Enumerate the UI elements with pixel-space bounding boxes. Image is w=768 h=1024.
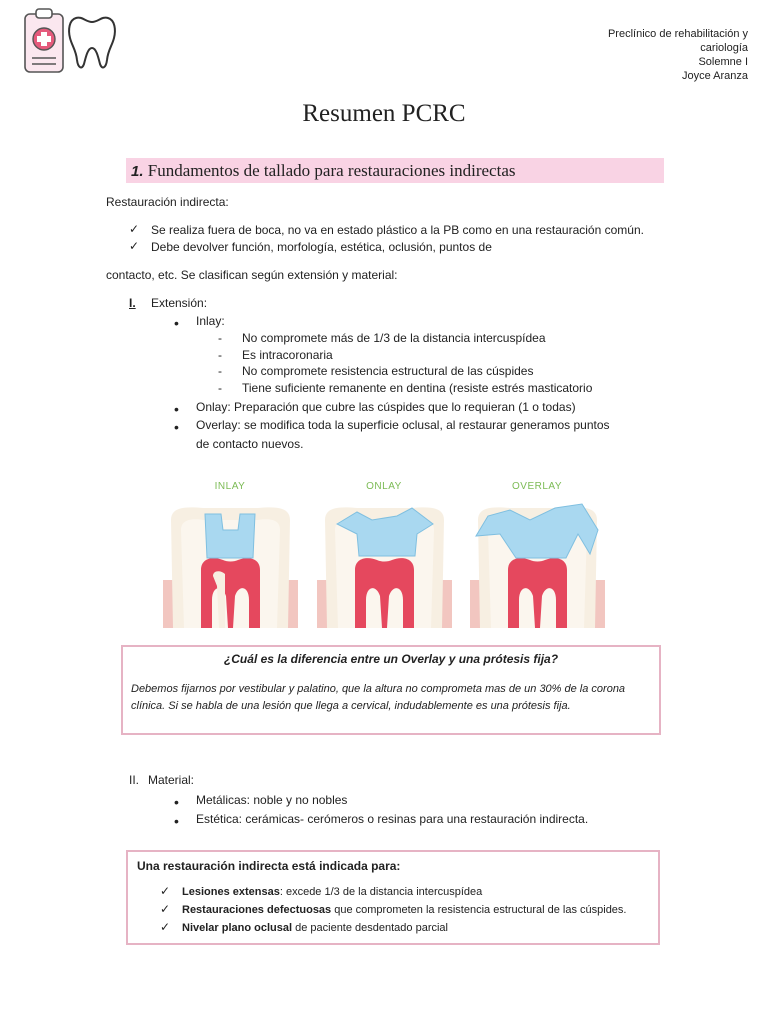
inlay-label: Inlay: — [196, 314, 225, 328]
onlay-text: Onlay: Preparación que cubre las cúspides que lo requieran (1 o todas) — [196, 400, 576, 414]
dash-icon: - — [218, 381, 222, 395]
indication-item-rest: de paciente desdentado parcial — [292, 922, 448, 934]
check-icon: ✓ — [160, 902, 171, 916]
indication-item-bold: Restauraciones defectuosas — [182, 904, 332, 916]
intro-text: Restauración indirecta: — [106, 195, 229, 209]
header-info — [528, 27, 748, 83]
indication-item — [182, 922, 448, 934]
indication-item — [182, 886, 482, 898]
indication-title: Una restauración indirecta está indicada para: — [137, 859, 401, 873]
material-label: Material: — [148, 773, 195, 787]
dash-icon: - — [218, 331, 222, 345]
bullet-icon: • — [174, 315, 179, 331]
page-title: Resumen PCRC — [302, 100, 466, 127]
check-icon: ✓ — [160, 920, 171, 934]
material-item: Metálicas: noble y no nobles — [196, 793, 348, 807]
header-line: cariología — [700, 42, 748, 54]
inlay-tooth-illustration — [163, 500, 298, 628]
section-number: 1. — [131, 163, 144, 180]
overlay-tooth-illustration — [470, 500, 605, 628]
indication-item — [182, 904, 627, 916]
dash-icon: - — [218, 348, 222, 362]
bullet-icon: • — [174, 419, 179, 435]
overlay-text: Overlay: se modifica toda la superficie oclusal, al restaurar generamos puntos — [196, 418, 610, 432]
indication-item-bold: Nivelar plano oclusal — [182, 922, 293, 934]
overlay-text-cont: de contacto nuevos. — [196, 437, 304, 451]
question-title: ¿Cuál es la diferencia entre un Overlay y una prótesis fija? — [223, 652, 559, 666]
section-heading — [126, 158, 664, 183]
dash-icon: - — [218, 364, 222, 378]
header-line: Preclínico de rehabilitación y — [607, 28, 748, 40]
answer-line: clínica. Si se habla de una lesión que llega a cervical, indudablemente es una prótesis fija. — [131, 700, 571, 712]
inlay-point: No compromete más de 1/3 de la distancia intercuspídea — [242, 331, 546, 345]
header-line: Joyce Aranza — [681, 70, 748, 82]
check-icon: ✓ — [160, 884, 171, 898]
figure-label-overlay: OVERLAY — [512, 481, 562, 492]
inlay-point: Es intracoronaria — [242, 348, 333, 362]
material-item: Estética: cerámicas- cerómeros o resinas para una restauración indirecta. — [196, 812, 589, 826]
check-icon: ✓ — [129, 239, 140, 253]
extension-label: Extensión: — [151, 296, 208, 310]
material-numeral: II. — [129, 773, 140, 787]
extension-numeral: I. — [129, 296, 136, 310]
figure-label-inlay: INLAY — [214, 481, 246, 492]
bullet-icon: • — [174, 794, 179, 810]
figure-label-onlay: ONLAY — [366, 481, 402, 492]
check-icon: ✓ — [129, 222, 140, 236]
clipboard-medical-icon — [22, 6, 66, 76]
indication-item-rest: : excede 1/3 de la distancia intercuspídea — [279, 886, 483, 898]
continuation-text: contacto, etc. Se clasifican según extensión y material: — [106, 268, 398, 282]
bullet-icon: • — [174, 401, 179, 417]
indication-item-rest: que comprometen la resistencia estructural de las cúspides. — [331, 904, 627, 916]
bullet-icon: • — [174, 813, 179, 829]
section-title: Fundamentos de tallado para restauraciones indirectas — [147, 161, 516, 180]
answer-line: Debemos fijarnos por vestibular y palatino, que la altura no comprometa mas de un 30% de la corona — [131, 683, 626, 695]
inlay-point: Tiene suficiente remanente en dentina (resiste estrés masticatorio — [242, 381, 593, 395]
header-line: Solemne I — [698, 56, 748, 68]
indication-item-bold: Lesiones extensas — [182, 886, 280, 898]
tooth-icon — [66, 14, 118, 72]
check-item: Se realiza fuera de boca, no va en estado plástico a la PB como en una restauración común. — [151, 223, 644, 237]
inlay-point: No compromete resistencia estructural de las cúspides — [242, 364, 534, 378]
check-item: Debe devolver función, morfología, estética, oclusión, puntos de — [151, 240, 492, 254]
onlay-tooth-illustration — [317, 500, 452, 628]
